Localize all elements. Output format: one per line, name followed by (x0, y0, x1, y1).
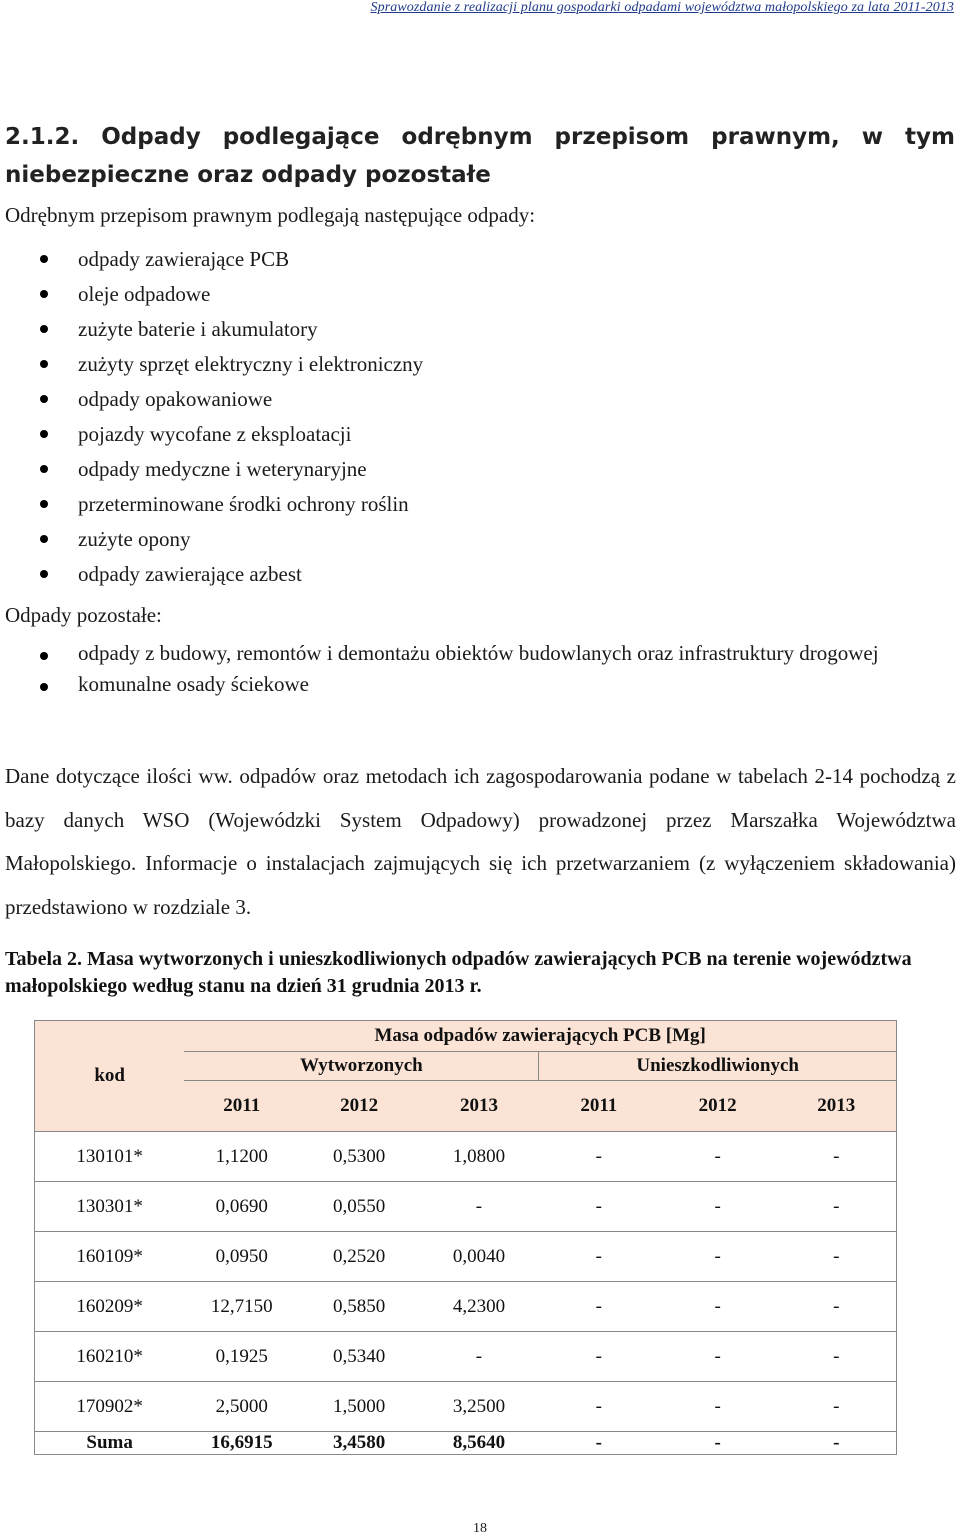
intro-text-special-regulations: Odrębnym przepisom prawnym podlegają następujące odpady: (5, 203, 536, 227)
table-row (35, 1232, 897, 1282)
table-row (35, 1382, 897, 1432)
value-cell: - (659, 1282, 777, 1332)
year-header: 2011 (539, 1081, 659, 1132)
section-title-line-2: niebezpieczne oraz odpady pozostałe (5, 162, 491, 188)
value-cell: - (539, 1332, 659, 1382)
value-cell: 0,1925 (184, 1332, 299, 1382)
column-group-neutralized: Unieszkodliwionych (539, 1052, 897, 1081)
code-cell: 170902* (35, 1382, 185, 1432)
value-cell: - (659, 1232, 777, 1282)
list-item: zużyte opony (0, 522, 423, 557)
value-cell: 0,0550 (299, 1182, 419, 1232)
running-header: Sprawozdanie z realizacji planu gospodarki odpadami województwa małopolskiego za lata 2011-2013 (370, 0, 954, 15)
body-paragraph: Dane dotyczące ilości ww. odpadów oraz metodach ich zagospodarowania podane w tabelach 2-14 pochodzą z bazy danych WSO (Wojewódzki System Odpadowy) prowadzonej przez Marszałka Województwa Małopolskiego. Informacje o instalacjach zajmujących się ich przetwarzaniem (z wyłączeniem składowania) przedstawiono w rozdziale 3. (5, 764, 956, 919)
value-cell: - (419, 1332, 539, 1382)
value-cell: - (777, 1182, 897, 1232)
value-cell: - (659, 1382, 777, 1432)
list-item: odpady zawierające azbest (0, 557, 423, 592)
list-item: pojazdy wycofane z eksploatacji (0, 417, 423, 452)
pcb-waste-table (34, 1020, 897, 1455)
value-cell: - (659, 1432, 777, 1455)
year-header: 2013 (419, 1081, 539, 1132)
table-row (35, 1282, 897, 1332)
code-cell: 130101* (35, 1132, 185, 1182)
code-cell: 160210* (35, 1332, 185, 1382)
section-title (5, 118, 955, 194)
table-row (35, 1132, 897, 1182)
list-item: zużyte baterie i akumulatory (0, 312, 423, 347)
value-cell: 0,0950 (184, 1232, 299, 1282)
special-waste-list (0, 242, 423, 592)
value-cell: 1,1200 (184, 1132, 299, 1182)
value-cell: - (659, 1182, 777, 1232)
intro-text-other-waste: Odpady pozostałe: (5, 603, 162, 627)
list-item: oleje odpadowe (0, 277, 423, 312)
page-number: 18 (473, 1521, 487, 1536)
value-cell: 3,4580 (299, 1432, 419, 1455)
value-cell: 0,5300 (299, 1132, 419, 1182)
value-cell: 16,6915 (184, 1432, 299, 1455)
value-cell: - (539, 1282, 659, 1332)
list-item: odpady z budowy, remontów i demontażu obiektów budowlanych oraz infrastruktury drogowej (0, 639, 955, 668)
table-row (35, 1182, 897, 1232)
value-cell: - (539, 1132, 659, 1182)
value-cell: 0,0040 (419, 1232, 539, 1282)
column-header-kod: kod (35, 1021, 185, 1132)
value-cell: 0,5850 (299, 1282, 419, 1332)
year-header: 2012 (299, 1081, 419, 1132)
value-cell: - (659, 1132, 777, 1182)
value-cell: 3,2500 (419, 1382, 539, 1432)
value-cell: - (659, 1332, 777, 1382)
list-item: odpady medyczne i weterynaryjne (0, 452, 423, 487)
value-cell: 1,5000 (299, 1382, 419, 1432)
year-header: 2011 (184, 1081, 299, 1132)
value-cell: 0,0690 (184, 1182, 299, 1232)
value-cell: - (539, 1182, 659, 1232)
other-waste-list (0, 639, 955, 701)
list-item: odpady opakowaniowe (0, 382, 423, 417)
value-cell: 2,5000 (184, 1382, 299, 1432)
list-item: przeterminowane środki ochrony roślin (0, 487, 423, 522)
table-caption: Tabela 2. Masa wytworzonych i unieszkodliwionych odpadów zawierających PCB na terenie województwa małopolskiego według stanu na dzień 31 grudnia 2013 r. (5, 948, 912, 997)
code-cell: 130301* (35, 1182, 185, 1232)
list-item: zużyty sprzęt elektryczny i elektroniczny (0, 347, 423, 382)
code-cell: 160209* (35, 1282, 185, 1332)
value-cell: - (777, 1332, 897, 1382)
value-cell: 4,2300 (419, 1282, 539, 1332)
value-cell: - (419, 1182, 539, 1232)
value-cell: 12,7150 (184, 1282, 299, 1332)
code-cell: 160109* (35, 1232, 185, 1282)
value-cell: 0,5340 (299, 1332, 419, 1382)
section-title-line-1: 2.1.2. Odpady podlegające odrębnym przepisom prawnym, w tym (5, 124, 955, 150)
column-header-mass: Masa odpadów zawierających PCB [Mg] (184, 1021, 896, 1052)
list-item: odpady zawierające PCB (0, 242, 423, 277)
value-cell: - (539, 1432, 659, 1455)
year-header: 2013 (777, 1081, 897, 1132)
value-cell: - (777, 1382, 897, 1432)
value-cell: - (777, 1282, 897, 1332)
value-cell: - (539, 1232, 659, 1282)
value-cell: - (777, 1232, 897, 1282)
value-cell: 1,0800 (419, 1132, 539, 1182)
value-cell: - (777, 1132, 897, 1182)
table-sum-row (35, 1432, 897, 1455)
value-cell: 0,2520 (299, 1232, 419, 1282)
table-row (35, 1332, 897, 1382)
value-cell: - (539, 1382, 659, 1432)
year-header: 2012 (659, 1081, 777, 1132)
column-group-generated: Wytworzonych (184, 1052, 539, 1081)
value-cell: 8,5640 (419, 1432, 539, 1455)
list-item: komunalne osady ściekowe (0, 670, 955, 699)
code-cell: Suma (35, 1432, 185, 1455)
value-cell: - (777, 1432, 897, 1455)
table-body (35, 1132, 897, 1455)
